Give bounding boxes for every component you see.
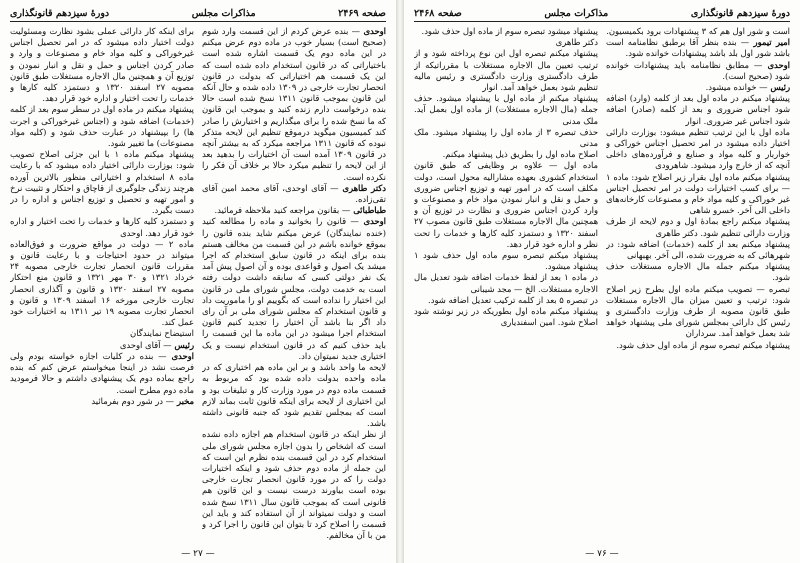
paragraph [606,239,790,261]
paragraph-text: — بقانون مراجعه کنید ملاحظه فرمائید. [214,205,351,216]
paragraph-text: حذف تبصره ۳ از ماده اول را پیشنهاد میشود. ملک مدنی [414,126,598,149]
speaker-name: امیر تیمور [749,37,790,48]
speaker-name: اوحدی [762,59,790,70]
paragraph-text: اصلاح ماده اول را بطریق ذیل پیشنهاد میکنم. [442,149,598,160]
paragraph-text: — بنده در کلیات اجازه خواسته بودم ولی فرصت نشد در اینجا میخواستم عرض کنم که بنده راجع بماده دوم یک پیشنهادی داشتم و حالا فرمودید ماده دوم مطرح است. [10,350,194,395]
paragraph [606,284,790,340]
speaker-name: اوحدی [166,350,194,361]
paragraph-text: دکتر طاهری [555,37,598,48]
paragraph [606,127,790,172]
left-page-session: دورهٔ سیزدهم قانونگذاری [10,8,110,19]
left-page-column-2 [10,26,194,541]
right-page [404,0,800,563]
left-page-header [10,8,386,22]
paragraph-text: در تبصره ۵ بعد از کلمه ترکیب تعدیل اضافه شود. [428,294,598,305]
paragraph [202,183,386,205]
paragraph [606,172,790,217]
speaker-name: اوحدی [359,26,386,36]
paragraph [10,26,194,104]
speaker-name: مخبر [174,395,194,406]
paragraph [10,351,194,396]
paragraph [202,362,386,429]
paragraph [414,127,598,149]
paragraph-text: پیشنهاد میکنم تبصره اول این نوع پرداخته شود و از ترتیب تعیین مال الاجاره مستغلات با مقرراتیکه از طرف دادگستری وزارت دادگستری و رئیس مالیه تنظیم شود بعمل خواهد آمد. انوار [414,48,598,93]
paragraph [414,295,598,306]
right-page-number: صفحه ۲۴۶۸ [414,8,462,19]
speaker-name: طباطبائی [350,205,386,216]
paragraph [606,340,790,351]
paragraph-text: در ماده ۱ بعد از لفظ خدمات اضافه شود تعدیل مال الاجاره مستغلات. الخ — مجد شیبانی [414,272,598,294]
paragraph-text: پیشنهاد میکنم در ماده اول بعد از کلمه (وارد) اضافه شود اجناس ضروری و بعد از کلمه (صادر) اضافه شود اجناس غیر ضروری. انوار [606,93,790,126]
paragraph-text: استیضاح نمایندگان [130,328,194,339]
left-page [0,0,396,563]
paragraph-text: پیشنهاد میکنم راجع بمادهٔ اول و دوم لایحه از طرف وزارت دارائی تنظیم شود. دکتر طاهری [606,216,790,238]
left-page-footer: — ۲۷ — [181,549,215,559]
right-page-footer: — ۷۶ — [585,549,619,559]
paragraph-text: پیشنهاد میکنم جمله مال الاجاره مستغلات حذف شود. [606,261,790,283]
left-page-column-1 [202,26,386,541]
paragraph [414,26,598,37]
paragraph [202,26,386,183]
paragraph-text: پیشنهاد میکنم تبصره سوم از ماده اول حذف شود. [616,339,790,350]
paragraph [606,37,790,59]
paragraph [414,306,598,328]
paragraph-text: — بنده عرض کردم از این قسمت وارد شوم (صحیح است) بسیار خوب در ماده دوم عرض میکنم در این ماده دوم یک قسمت اشاره شده است باختیاراتی که در قانون استخدام داده شده است که این یک قسمت هم اختیاراتی که بدولت در قانون انحصار تجارت خارجی در ۱۳۰۹ داده شده و حال آنکه این قانون بموجب قانون ۱۳۱۱ نسخ شده است حالا بنده درخواست دارم زنده کنید و بموجب این قانون که ما نسخ شده را برای میگذاریم و اختیارش را صادر کند کمیسیون میگوید درموقع تنظیم این لایحه متذکر نبوده که قانون ۱۳۱۱ مراجعه میکرد که به بیشتر آنچه در قانون ۱۳۰۹ آمده است آن اختیارات را بدهید بعد از این لایحه را تنظیم میکرد حالا بر خلاف آن فکر را نکرده است. [202,26,386,182]
paragraph [606,216,790,238]
left-page-number: صفحه ۲۴۶۹ [338,8,386,19]
right-page-column-1 [606,26,790,541]
paragraph-text: پیشنهاد میکنم ماده ۱ با این جزئی اصلاح تصویب شود: بوزارت دارائی اختیار داده میشود که با رعایت ماده ۸ استخدام و اختیاراتی منظور بالاترین آورده هرچند زندگی جلوگیری از قاچاق و احتکار و تثبیت نرخ و امور تهیه و تحصیل و توزیع اجناس و اداره را در دست بگیرد. [10,149,194,216]
paragraph-text: لایحه ما واحد باشد و بر این ماده هم اختیاری که در ماده واحده بدولت داده شده بود که مربوط به قسمت ماده دوم در مورد وزارت کار و تبلیغات بود و این اختیاری از لایحه برای اینکه قانون ثابت بماند لازم است که بمجلس تقدیم شود که جنبه قانونی داشته باشد. [202,362,386,429]
paragraph-text: برای اینکه کار دارائی عملی بشود نظارت ومسئولیت دولت اختیار داده میشود که در امر تحصیل اجناس غیرخوراکی و کلیه مواد خام و مصنوعات و وارد و صادر کردن اجناس و حمل و نقل و انبار نمودن و توزیع آن و همچنین مال الاجاره مستغلات طبق قانون مصوبه ۲۷ اسفند ۱۳۲۰ و دستمزد کلیه کارها و خدمات را تحت اختیار و اداره خود قرار دهد. [10,26,194,104]
speaker-name: رئیس [767,82,790,93]
paragraph [10,104,194,149]
book-gutter [396,0,404,563]
right-page-column-2 [414,26,598,541]
paragraph-text: — قانون را بخوانید و ماده را مطالعه کنید (خنده نمایندگان) عرض میکنم شاید بنده قانون را بموقع خوانده باشم در این قسمت من مخالف هستم بنده برای اینکه در قانون سابق استخدام که اجرا میشد یک اصول و قواعدی بوده و آن اصول پیش آمد یک نفر دولتی کسی که سابقه داشت دولت رفته است به خدمت دولت، مجلس شورای ملی در قانون این اختیار را نداده است که بگوییم او را ماموریت داد و قانون استخدام که مجلس شورای ملی بر آن رای داد اگر بنا باشد آن اختیار را تجدید کنیم قانون استخدام اجرا میشود در این ماده ما این قسمت را باید حذف کنیم که در قانون استخدام نیست و یک اختیاری جدید نمیتوان داد. [202,216,386,361]
paragraph-text: — آقای اوحدی، آقای محمد امین آقای تقی‌زاده. [202,182,386,205]
paragraph-text: — مطابق نظامنامه باید پیشنهادات خوانده شود (صحیح است). [606,59,790,81]
right-page-session: دورهٔ سیزدهم قانونگذاری [690,8,790,19]
paragraph-text: تبصره — تصویب میکنم ماده اول بطرح زیر اصلاح شود: ترتیب و تعیین میزان مال الاجاره مستغلات طبق قانون مصوبه از طرف وزارت دادگستری و رئیس کل دارائی بمجلس شورای ملی پیشنهاد خواهد شد بعمل خواهد آمد. سرداران [606,283,790,339]
paragraph [10,149,194,216]
paragraph-text: و دستمزد کلیه کارها و خدمات را تحت اختیار و اداره خود قرار دهد. اوحدی [10,216,194,238]
right-page-journal-title: مذاکرات مجلس [544,8,609,19]
speaker-name: دکتر طاهری [338,182,386,193]
paragraph [202,205,386,216]
paragraph-text: پیشنهاد میکنم ماده اول بطوریکه در زیر نوشته شود اصلاح شود. امین اسفندیاری [414,306,598,328]
paragraph-text: — خوانده میشود. [705,82,768,93]
speaker-name: اوحدی [358,216,386,227]
paragraph-text: پیشنهاد میکنم ماده اول بقرار زیر اصلاح شود: ماده ۱ — برای کسب اختیارات دولت در امر تحصیل اجناس غیر خوراکی و کلیه مواد خام و مصنوعات کارخانه‌های داخلی الی آخر. خسرو شاهی [606,171,790,216]
paragraph [414,149,598,160]
paragraph-text: — بنده بنظر آقا برطبق نظامنامه است باشد شور اول بلد باشد پیشنهادات خوانده شود. [606,37,790,59]
paragraph-text: از نظر اینکه در قانون استخدام هم اجازه داده نشده است که اشخاص را بدون اجازه مجلس شورای ملی استخدام کرد در این قسمت بنده نظرم این است که این جمله از ماده دوم حذف شود و اینکه اختیارات دولت را که در مورد قانون انحصار تجارت خارجی بوده است بیاورند درست نیست و این قانون هم قانونی است که بموجب قانون سال ۱۳۱۱ نسخ شده است و دولت نمیتواند از آن استفاده کند و باید این قسمت را اصلاح کرد تا بتوان این قانون را اجرا کرد و من با آن مخالفم. [202,429,386,541]
paragraph [606,60,790,82]
paragraph-text: پیشنهاد میکنم بعد از کلمه (خدمات) اضافه شود: در شهرهائی که به ضرورت شده، الی آخر. بهبهانی [606,238,790,261]
paragraph [606,93,790,127]
speaker-name: رئیس [171,339,194,350]
paragraph [414,160,598,250]
paragraph-text: پیشنهاد میشود تبصره سوم از ماده اول حذف شود. [421,26,598,36]
paragraph-text: ماده اول — علاوه بر وظایفی که طبق قانون استخدام کشوری بعهده مشارالیه محول است، دولت مکلف است که در امور تهیه و توزیع اجناس ضروری و حمل و نقل و انبار نمودن مواد خام و مصنوعات و وارد کردن اجناس ضروری و نظارت در توزیع آن و همچنین مال الاجاره مستغلات طبق قانون مصوب ۲۷ اسفند ۱۳۲۰ و دستمزد کلیه کارها و خدمات را تحت نظر و اداره خود قرار دهد. [414,160,598,249]
paragraph [10,396,194,407]
paragraph [10,216,194,238]
paragraph [414,48,598,93]
paragraph-text: — آقای اوحدی [119,339,172,350]
paragraph-text: است و شور اول هم که ۳ پیشنهادات برود بکمیسیون. [606,26,790,36]
paragraph [202,429,386,541]
paragraph-text: پیشنهاد میکنم در ماده اول در سطر سوم بعد از کلمه (خدمات) اضافه شود و (اجناس غیرخوراکی و اجرت ها) را بپیشنهاد در عبارت حذف شود و (کلیه مواد مصنوعات) ما تغییر شود. [10,104,194,149]
paragraph [606,261,790,283]
paragraph [606,82,790,93]
paragraph-text: ماده ۲ — دولت در مواقع ضرورت و فوق‌العاده میتواند در حدود احتیاجات و با رعایت قانون و مقررات قانون انحصار تجارت خارجی مصوبه ۲۴ خرداد ۱۳۲۱ و ۳۰ مهر ۱۳۲۱ و قانون منع احتکار مصوبه ۲۷ اسفند ۱۳۲۰ و قانون و آگذاری انحصار تجارت خارجی مورخه ۱۶ اسفند ۱۳۰۹ و قانون و انحصار تجارت مصوبه ۱۹ تیر ۱۳۱۱ به اختیارات خود عمل کند. [10,238,194,328]
paragraph-text: ماده اول با این ترتیب تنظیم میشود: بوزارت دارائی اختیار داده میشود در امر تحصیل اجناس خوراکی و خواربار و کلیه مواد و صنایع و فرآورده‌های داخلی آنچه که از خارج وارد میشود. شاهرودی [606,126,790,171]
right-page-header [414,8,790,22]
paragraph [414,250,598,272]
paragraph [606,26,790,37]
paragraph [10,328,194,339]
paragraph-text: — در شور دوم بفرمائید [91,395,175,406]
paragraph [10,239,194,329]
paragraph [414,272,598,294]
paragraph [10,340,194,351]
paragraph [414,93,598,127]
paragraph-text: پیشنهاد میکنم از ماده اول با پیشنهاد میشود. حذف جمله (مال الاجاره مستغلات) از ماده اول بعمل آید. ملک مدنی [414,93,598,126]
left-page-journal-title: مذاکرات مجلس [191,8,256,19]
paragraph [414,37,598,48]
paragraph [202,216,386,362]
paragraph-text: پیشنهاد میکنم تبصره سوم ماده اول حذف شود ۱ پیشنهاد میشود. [414,250,598,272]
